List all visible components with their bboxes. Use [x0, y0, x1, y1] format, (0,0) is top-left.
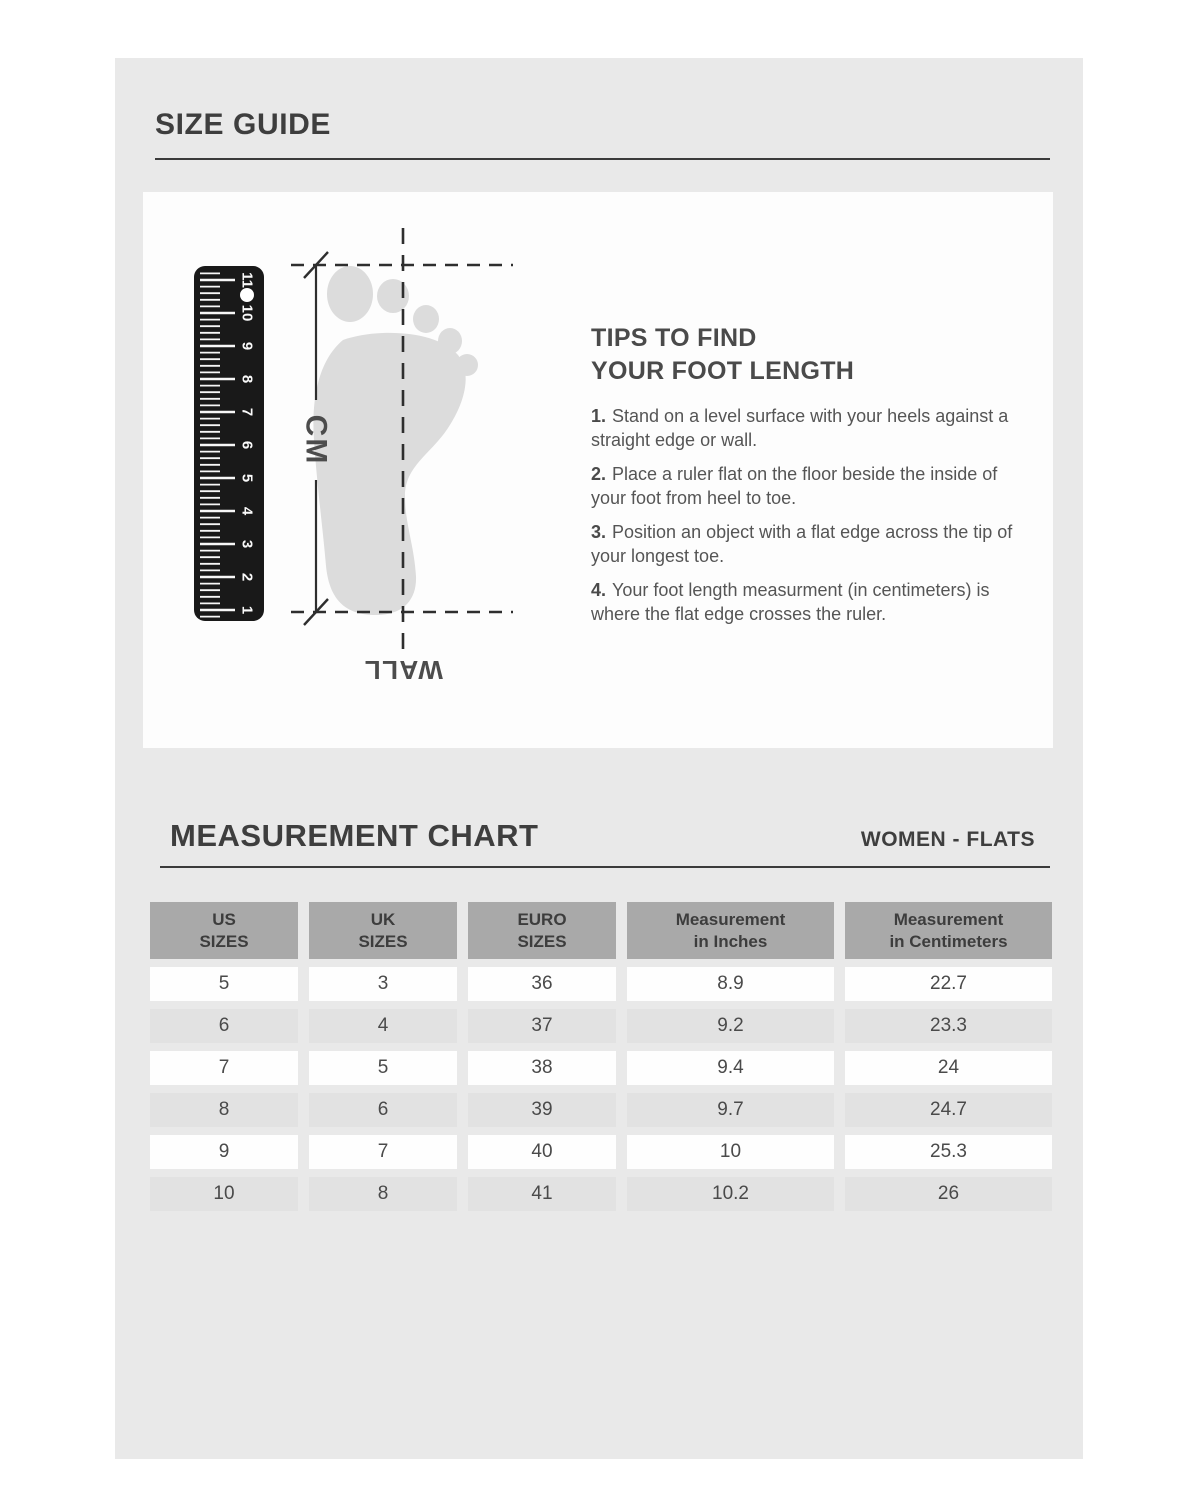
table-cell: 4 — [309, 1009, 457, 1043]
ruler-number: 4 — [238, 506, 256, 516]
table-cell: 9.7 — [627, 1093, 834, 1127]
table-cell: 24 — [845, 1051, 1052, 1085]
tip-item-1 — [591, 404, 1023, 452]
table-cell: 26 — [845, 1177, 1052, 1211]
ruler-dot — [240, 288, 254, 302]
little-toe — [456, 354, 478, 376]
third-toe — [413, 305, 439, 333]
tip-number: 2. — [591, 464, 607, 484]
table-row — [150, 1009, 1055, 1043]
tips-heading-line2: YOUR FOOT LENGTH — [591, 357, 855, 385]
ruler-number: 8 — [238, 374, 256, 384]
title-divider — [155, 158, 1050, 160]
illustration-panel — [143, 192, 1053, 748]
header-line: Measurement — [893, 909, 1004, 929]
ruler-number: 2 — [238, 572, 256, 582]
measurement-chart-title: MEASUREMENT CHART — [170, 818, 539, 853]
table-cell: 9.4 — [627, 1051, 834, 1085]
tip-text: Place a ruler flat on the floor beside the inside of your foot from heel to toe. — [591, 464, 998, 508]
table-cell: 3 — [309, 967, 457, 1001]
table-cell: 10 — [627, 1135, 834, 1169]
table-cell: 5 — [309, 1051, 457, 1085]
ruler-number: 10 — [238, 304, 256, 322]
tips-section — [591, 322, 1023, 636]
table-row — [150, 1135, 1055, 1169]
header-line: SIZES — [517, 931, 567, 951]
table-cell: 6 — [309, 1093, 457, 1127]
column-header-centimeters — [845, 902, 1052, 959]
ruler-number: 1 — [238, 605, 256, 615]
tip-item-4 — [591, 578, 1023, 626]
table-cell: 7 — [150, 1051, 298, 1085]
table-cell: 39 — [468, 1093, 616, 1127]
header-line: EURO — [517, 909, 567, 929]
column-header-inches — [627, 902, 834, 959]
table-cell: 9.2 — [627, 1009, 834, 1043]
tip-text: Stand on a level surface with your heels against a straight edge or wall. — [591, 406, 1009, 450]
tips-heading-line1: TIPS TO FIND — [591, 324, 757, 352]
ruler-number: 3 — [238, 539, 256, 549]
table-row — [150, 1093, 1055, 1127]
chart-divider — [160, 866, 1050, 868]
ruler-number: 9 — [238, 341, 256, 351]
foot-sole — [313, 333, 465, 615]
measurement-chart-header — [170, 818, 1035, 854]
header-line: in Centimeters — [889, 931, 1008, 951]
header-line: US — [212, 909, 236, 929]
table-cell: 5 — [150, 967, 298, 1001]
table-cell: 8 — [150, 1093, 298, 1127]
table-cell: 7 — [309, 1135, 457, 1169]
table-cell: 36 — [468, 967, 616, 1001]
tip-number: 1. — [591, 406, 607, 426]
ruler-number: 7 — [238, 407, 256, 417]
tips-heading — [591, 322, 1023, 388]
table-cell: 41 — [468, 1177, 616, 1211]
ruler-number: 11 — [238, 272, 256, 288]
table-row — [150, 967, 1055, 1001]
fourth-toe — [438, 328, 462, 354]
measurement-table — [150, 902, 1055, 1219]
table-cell: 9 — [150, 1135, 298, 1169]
table-header-row — [150, 902, 1055, 959]
table-cell: 8.9 — [627, 967, 834, 1001]
ruler-number: 5 — [238, 473, 256, 483]
header-line: SIZES — [358, 931, 408, 951]
column-header-euro — [468, 902, 616, 959]
table-cell: 37 — [468, 1009, 616, 1043]
table-cell: 24.7 — [845, 1093, 1052, 1127]
tip-item-3 — [591, 520, 1023, 568]
tip-number: 4. — [591, 580, 607, 600]
big-toe — [327, 266, 373, 322]
tip-number: 3. — [591, 522, 607, 542]
table-cell: 6 — [150, 1009, 298, 1043]
table-cell: 22.7 — [845, 967, 1052, 1001]
size-guide-card — [115, 58, 1083, 1459]
category-label: WOMEN - FLATS — [860, 828, 1035, 851]
table-row — [150, 1051, 1055, 1085]
table-row — [150, 1177, 1055, 1211]
table-cell: 40 — [468, 1135, 616, 1169]
tip-text: Your foot length measurment (in centimeters) is where the flat edge crosses the ruler. — [591, 580, 990, 624]
footprint-graphic — [313, 266, 478, 615]
column-header-us — [150, 902, 298, 959]
header-line: UK — [370, 909, 396, 929]
ruler-graphic — [194, 266, 264, 621]
tip-item-2 — [591, 462, 1023, 510]
tip-text: Position an object with a flat edge across the tip of your longest toe. — [591, 522, 1013, 566]
column-header-uk — [309, 902, 457, 959]
wall-label: WALL — [363, 655, 443, 685]
table-cell: 23.3 — [845, 1009, 1052, 1043]
table-cell: 8 — [309, 1177, 457, 1211]
ruler-number: 6 — [238, 440, 256, 450]
page-title: SIZE GUIDE — [155, 108, 332, 141]
header-line: Measurement — [675, 909, 786, 929]
header-line: in Inches — [693, 931, 768, 951]
table-cell: 25.3 — [845, 1135, 1052, 1169]
table-cell: 38 — [468, 1051, 616, 1085]
cm-label: CM — [299, 414, 333, 466]
header-line: SIZES — [199, 931, 249, 951]
table-cell: 10.2 — [627, 1177, 834, 1211]
table-cell: 10 — [150, 1177, 298, 1211]
